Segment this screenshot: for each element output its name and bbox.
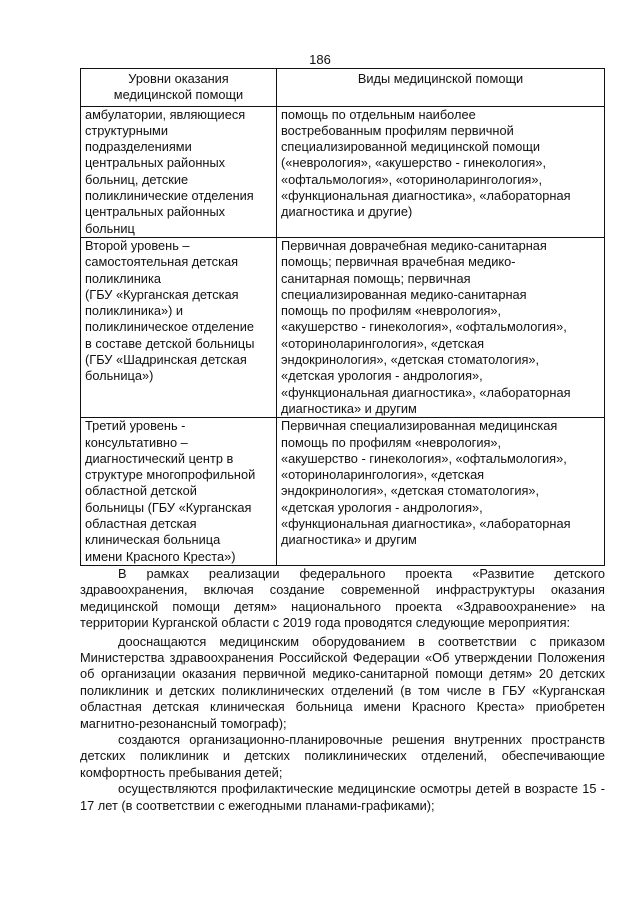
header-care-types: Виды медицинской помощи — [277, 69, 605, 107]
paragraph: дооснащаются медицинским оборудованием в соответствии с приказом Министерства здравоохранения Российской Федерации «Об утверждении Положения об организации оказания первичной медико-санитарной помощи детям» 20 детских поликлиник и детских поликлинических отделений (в том числе в ГБУ «Курганская областная детская клиническая больница имени Красного Креста» приобретен магнитно-резонансный томограф); — [80, 633, 605, 731]
level-cell: Третий уровень - консультативно – диагностический центр в структуре многопрофильной областной детской больницы (ГБУ «Курганская областная детская клиническая больница имени Красного Креста») — [81, 418, 277, 566]
table-header-row — [81, 69, 605, 107]
level-cell: амбулатории, являющиеся структурными подразделениями центральных районных больниц, детские поликлинические отделения центральных районных больниц — [81, 106, 277, 237]
care-cell: Первичная доврачебная медико-санитарная помощь; первичная врачебная медико- санитарная помощь; первичная специализированная медико-санитарная помощь по профилям «неврология», «акушерство - гинекология», «офтальмология», «оториноларингология», «детская эндокринология», «детская стоматология», «детская урология - андрология», «функциональная диагностика», «лабораторная диагностика» и другим — [277, 237, 605, 417]
paragraph: осуществляются профилактические медицинские осмотры детей в возрасте 15 - 17 лет (в соответствии с ежегодными планами-графиками); — [80, 781, 605, 813]
paragraph: создаются организационно-планировочные решения внутренних пространств детских поликлиник и детских поликлинических отделений, обеспечивающие комфортность пребывания детей; — [80, 732, 605, 780]
table-row — [81, 106, 605, 237]
care-cell: Первичная специализированная медицинская помощь по профилям «неврология», «акушерство - гинекология», «офтальмология», «оториноларингология», «детская эндокринология», «детская стоматология», «детская урология - андрология», «функциональная диагностика», «лабораторная диагностика» и другим — [277, 418, 605, 566]
paragraph: В рамках реализации федерального проекта «Развитие детского здравоохранения, включая создание современной инфраструктуры оказания медицинской помощи детям» национального проекта «Здравоохранение» на территории Курганской области с 2019 года проводятся следующие мероприятия: — [80, 566, 605, 631]
care-cell: помощь по отдельным наиболее востребованным профилям первичной специализированной медицинской помощи («неврология», «акушерство - гинекология», «офтальмология», «оториноларингология», «функциональная диагностика», «лабораторная диагностика и другие) — [277, 106, 605, 237]
table-row — [81, 237, 605, 417]
header-levels: Уровни оказания медицинской помощи — [81, 69, 277, 107]
body-text — [80, 566, 605, 814]
care-levels-table — [80, 68, 605, 566]
table-row — [81, 418, 605, 566]
page-number: 186 — [309, 52, 331, 67]
level-cell: Второй уровень – самостоятельная детская поликлиника (ГБУ «Курганская детская поликлиника») и поликлиническое отделение в составе детской больницы (ГБУ «Шадринская детская больница») — [81, 237, 277, 417]
